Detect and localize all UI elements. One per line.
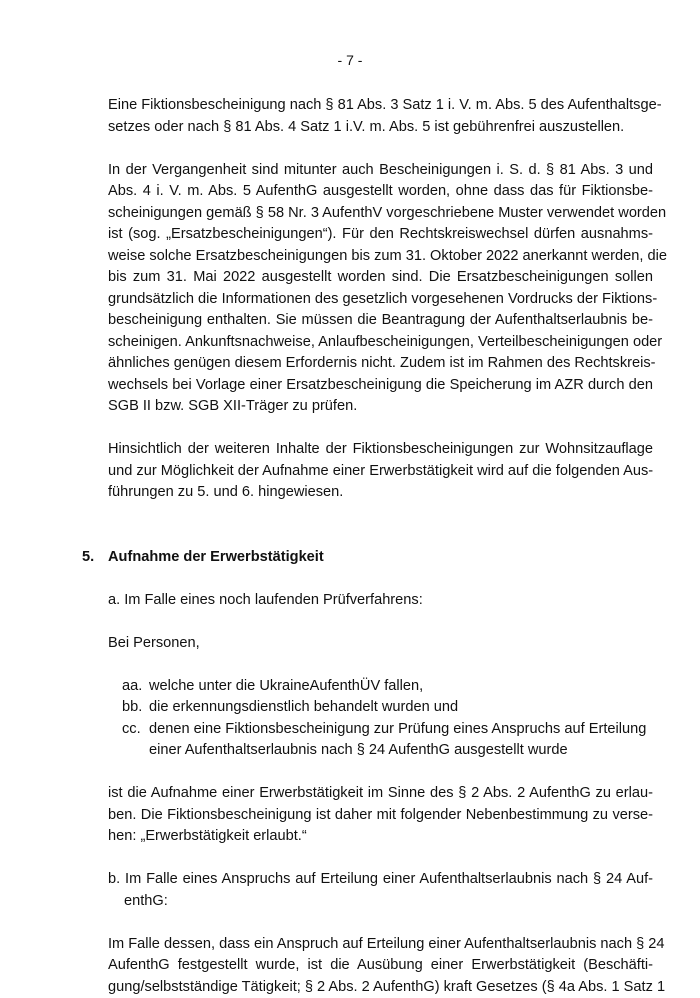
text-line: b. Im Falle eines Anspruchs auf Erteilung einer Aufenthaltserlaubnis nach § 24 Auf- xyxy=(108,869,653,891)
list-marker: aa. xyxy=(122,676,149,698)
text-line: wechsels bei Vorlage einer Ersatzbescheinigung die Speicherung im AZR durch den xyxy=(108,375,653,397)
text-line: ähnliches genügen diesem Erfordernis nicht. Zudem ist im Rahmen des Rechtskreis- xyxy=(108,353,653,375)
text-line: In der Vergangenheit sind mitunter auch Bescheinigungen i. S. d. § 81 Abs. 3 und xyxy=(108,160,653,182)
paragraph-fee-exemption xyxy=(108,95,653,138)
document-body xyxy=(108,95,653,998)
text-line: weise solche Ersatzbescheinigungen bis zum 31. Oktober 2022 anerkannt werden, die xyxy=(108,246,653,268)
list-item xyxy=(108,697,653,719)
text-line: bis zum 31. Mai 2022 ausgestellt worden sind. Die Ersatzbescheinigungen sollen xyxy=(108,267,653,289)
list-marker: cc. xyxy=(122,719,149,741)
paragraph-employment-permitted xyxy=(108,783,653,848)
paragraph-claim-established xyxy=(108,934,653,998)
paragraph-further-contents xyxy=(108,439,653,504)
list-item xyxy=(108,676,653,698)
text-line: führungen zu 5. und 6. hingewiesen. xyxy=(108,482,653,504)
paragraph-substitute-certificates xyxy=(108,160,653,418)
text-line: grundsätzlich die Informationen des gesetzlich vorgesehenen Vordrucks der Fiktions- xyxy=(108,289,653,311)
subsection-a-heading: a. Im Falle eines noch laufenden Prüfverfahrens: xyxy=(108,590,653,612)
text-line: Im Falle dessen, dass ein Anspruch auf Erteilung einer Aufenthaltserlaubnis nach § 24 xyxy=(108,934,653,956)
list-item xyxy=(108,719,653,741)
subsection-b-heading xyxy=(108,869,653,912)
text-line: ben. Die Fiktionsbescheinigung ist daher mit folgender Nebenbestimmung zu verse- xyxy=(108,805,653,827)
section-title: Aufnahme der Erwerbstätigkeit xyxy=(108,549,324,565)
text-line: SGB II bzw. SGB XII-Träger zu prüfen. xyxy=(108,396,653,418)
section-heading xyxy=(82,547,653,569)
text-line: enthG: xyxy=(108,891,653,913)
persons-intro: Bei Personen, xyxy=(108,633,653,655)
text-line: bescheinigung enthalten. Sie müssen die Beantragung der Aufenthaltserlaubnis be- xyxy=(108,310,653,332)
text-line: hen: „Erwerbstätigkeit erlaubt.“ xyxy=(108,826,653,848)
text-line: scheinigen. Ankunftsnachweise, Anlaufbescheinigungen, Verteilbescheinigungen oder xyxy=(108,332,653,354)
text-line: gung/selbstständige Tätigkeit; § 2 Abs. 2 AufenthG) kraft Gesetzes (§ 4a Abs. 1 Satz 1 xyxy=(108,977,653,998)
list-item-text: denen eine Fiktionsbescheinigung zur Prüfung eines Anspruchs auf Erteilung xyxy=(149,721,646,737)
criteria-list xyxy=(108,676,653,762)
text-line: scheinigungen gemäß § 58 Nr. 3 AufenthV vorgeschriebene Muster verwendet worden xyxy=(108,203,653,225)
list-item-continuation: einer Aufenthaltserlaubnis nach § 24 AufenthG ausgestellt wurde xyxy=(108,740,653,762)
list-item-text: welche unter die UkraineAufenthÜV fallen, xyxy=(149,678,423,694)
page-number: - 7 - xyxy=(0,51,700,69)
text-line: setzes oder nach § 81 Abs. 4 Satz 1 i.V. m. Abs. 5 ist gebührenfrei auszustellen. xyxy=(108,117,653,139)
text-line: ist die Aufnahme einer Erwerbstätigkeit im Sinne des § 2 Abs. 2 AufenthG zu erlau- xyxy=(108,783,653,805)
section-number: 5. xyxy=(82,547,108,569)
list-marker: bb. xyxy=(122,697,149,719)
text-line: ist (sog. „Ersatzbescheinigungen“). Für den Rechtskreiswechsel dürfen ausnahms- xyxy=(108,224,653,246)
text-line: und zur Möglichkeit der Aufnahme einer Erwerbstätigkeit wird auf die folgenden Aus- xyxy=(108,461,653,483)
text-line: Abs. 4 i. V. m. Abs. 5 AufenthG ausgestellt worden, ohne dass das für Fiktionsbe- xyxy=(108,181,653,203)
text-line: Hinsichtlich der weiteren Inhalte der Fiktionsbescheinigungen zur Wohnsitzauflage xyxy=(108,439,653,461)
text-line: AufenthG festgestellt wurde, ist die Ausübung einer Erwerbstätigkeit (Beschäfti- xyxy=(108,955,653,977)
text-line: Eine Fiktionsbescheinigung nach § 81 Abs. 3 Satz 1 i. V. m. Abs. 5 des Aufenthaltsge- xyxy=(108,95,653,117)
list-item-text: die erkennungsdienstlich behandelt wurden und xyxy=(149,699,458,715)
